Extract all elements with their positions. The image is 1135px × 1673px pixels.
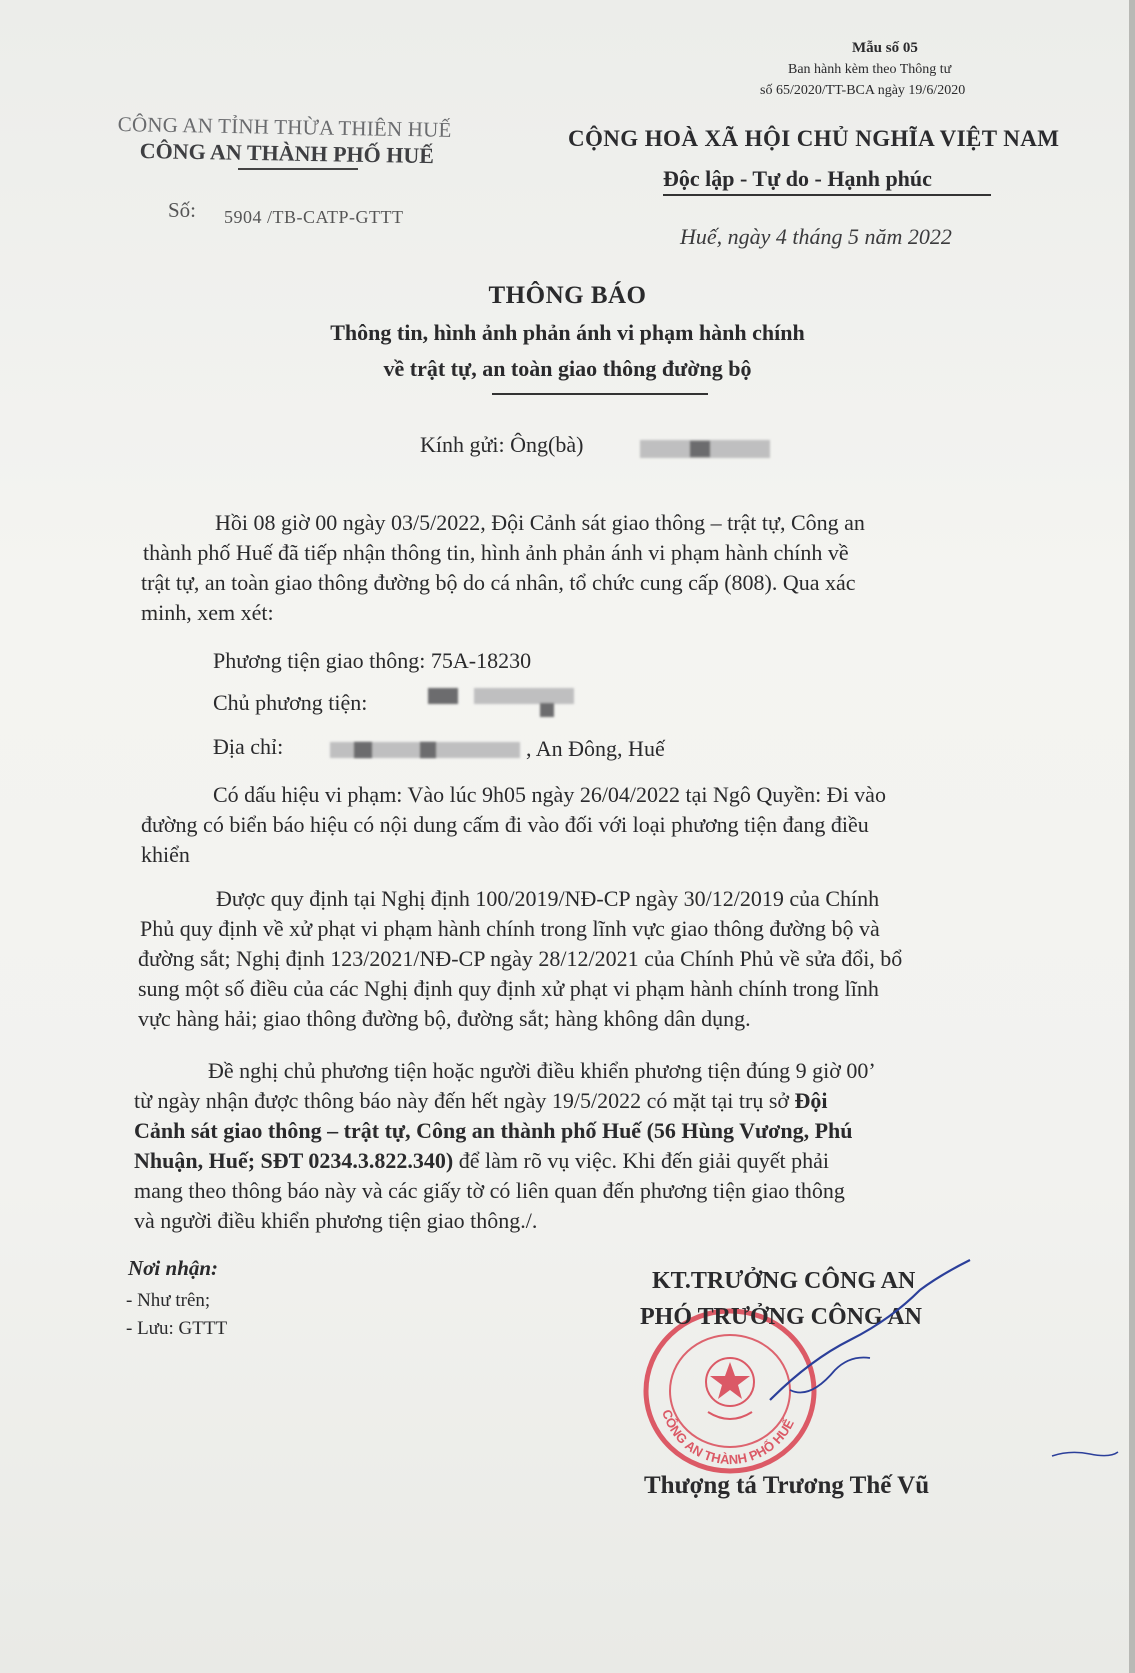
summons-line-5: mang theo thông báo này và các giấy tờ có liên quan đến phương tiện giao thông (134, 1178, 845, 1203)
issuing-agency: CÔNG AN THÀNH PHỐ HUẾ (139, 138, 435, 169)
regulation-line-4: sung một số điều của các Nghị định quy định xử phạt vi phạm hành chính trong lĩnh (138, 976, 879, 1001)
recipient-item: - Như trên; (126, 1290, 211, 1311)
signature-title-1: KT.TRƯỞNG CÔNG AN (652, 1268, 916, 1294)
subtitle-underline (492, 393, 708, 395)
document-number: 5904 /TB-CATP-GTTT (224, 207, 404, 227)
greeting: Kính gửi: Ông(bà) (420, 432, 584, 457)
summons-line-2 (134, 1088, 828, 1114)
regulation-line-3: đường sắt; Nghị định 123/2021/NĐ-CP ngày 28/12/2021 của Chính Phủ về sửa đổi, bổ (138, 946, 903, 971)
summons-line-4 (134, 1148, 829, 1174)
summons-line-3: Cảnh sát giao thông – trật tự, Công an thành phố Huế (56 Hùng Vương, Phú (134, 1118, 853, 1143)
regulation-line-5: vực hàng hải; giao thông đường bộ, đường sắt; hàng không dân dụng. (138, 1006, 751, 1031)
redacted-name-block (690, 441, 710, 457)
owner-label: Chủ phương tiện: (213, 690, 368, 715)
summons-line-2-text: từ ngày nhận được thông báo này đến hết ngày 19/5/2022 có mặt tại trụ sở (134, 1088, 795, 1113)
seal-text: CÔNG AN THÀNH PHỐ HUẾ (659, 1407, 797, 1468)
national-motto: Độc lập - Tự do - Hạnh phúc (663, 166, 932, 191)
regulation-line-2: Phủ quy định về xử phạt vi phạm hành chính trong lĩnh vực giao thông đường bộ và (140, 916, 880, 941)
recipient-item: - Lưu: GTTT (126, 1318, 228, 1339)
intro-line-2: thành phố Huế đã tiếp nhận thông tin, hình ảnh phản ánh vi phạm hành chính về (143, 540, 849, 565)
summons-office-start: Đội (794, 1088, 828, 1113)
redacted-address-block (420, 742, 436, 758)
violation-line-2: đường có biển báo hiệu có nội dung cấm đi vào đối với loại phương tiện đang điều (141, 812, 869, 837)
signature-title-2: PHÓ TRƯỞNG CÔNG AN (640, 1304, 923, 1330)
summons-line-6: và người điều khiển phương tiện giao thông./. (134, 1208, 538, 1233)
summons-line-1: Đề nghị chủ phương tiện hoặc người điều khiển phương tiện đúng 9 giờ 00’ (208, 1058, 876, 1083)
summons-office-contact: Nhuận, Huế; SĐT 0234.3.822.340) (134, 1148, 454, 1173)
regulation-line-1: Được quy định tại Nghị định 100/2019/NĐ-CP ngày 30/12/2019 của Chính (216, 886, 880, 911)
address-locality: , An Đông, Huế (526, 736, 665, 761)
handwritten-signature (740, 1250, 980, 1410)
intro-line-1: Hồi 08 giờ 00 ngày 03/5/2022, Đội Cảnh sát giao thông – trật tự, Công an (215, 510, 865, 535)
motto-underline (663, 194, 991, 196)
document-subtitle-2: về trật tự, an toàn giao thông đường bộ (383, 356, 752, 381)
redacted-owner-block (428, 688, 458, 704)
address-label: Địa chỉ: (213, 734, 284, 759)
page-edge (1129, 0, 1135, 1673)
form-number: Mẫu số 05 (852, 40, 918, 56)
signer-name: Thượng tá Trương Thế Vũ (644, 1472, 930, 1499)
form-circular-line: số 65/2020/TT-BCA ngày 19/6/2020 (760, 83, 966, 98)
place-date: Huế, ngày 4 tháng 5 năm 2022 (680, 224, 952, 249)
intro-line-3: trật tự, an toàn giao thông đường bộ do cá nhân, tổ chức cung cấp (808). Qua xác (141, 570, 856, 595)
violation-line-3: khiển (141, 842, 190, 867)
parent-agency: CÔNG AN TỈNH THỪA THIÊN HUẾ (117, 112, 452, 142)
form-issued-line: Ban hành kèm theo Thông tư (788, 62, 952, 77)
pen-mark (1050, 1446, 1120, 1462)
national-title: CỘNG HOÀ XÃ HỘI CHỦ NGHĨA VIỆT NAM (568, 126, 1060, 151)
redacted-owner-block (540, 703, 554, 717)
redacted-owner (474, 688, 574, 704)
redacted-address-block (354, 742, 372, 758)
document-title: THÔNG BÁO (488, 282, 647, 309)
vehicle-plate: Phương tiện giao thông: 75A-18230 (213, 648, 532, 673)
violation-line-1: Có dấu hiệu vi phạm: Vào lúc 9h05 ngày 26/04/2022 tại Ngô Quyền: Đi vào (213, 782, 886, 807)
summons-line-4-text: để làm rõ vụ việc. Khi đến giải quyết phải (453, 1148, 829, 1173)
document-number-label: Số: (168, 198, 197, 222)
document-subtitle-1: Thông tin, hình ảnh phản ánh vi phạm hành chính (330, 320, 805, 345)
recipients-label: Nơi nhận: (128, 1256, 219, 1280)
agency-underline (238, 168, 358, 170)
intro-line-4: minh, xem xét: (141, 600, 274, 625)
